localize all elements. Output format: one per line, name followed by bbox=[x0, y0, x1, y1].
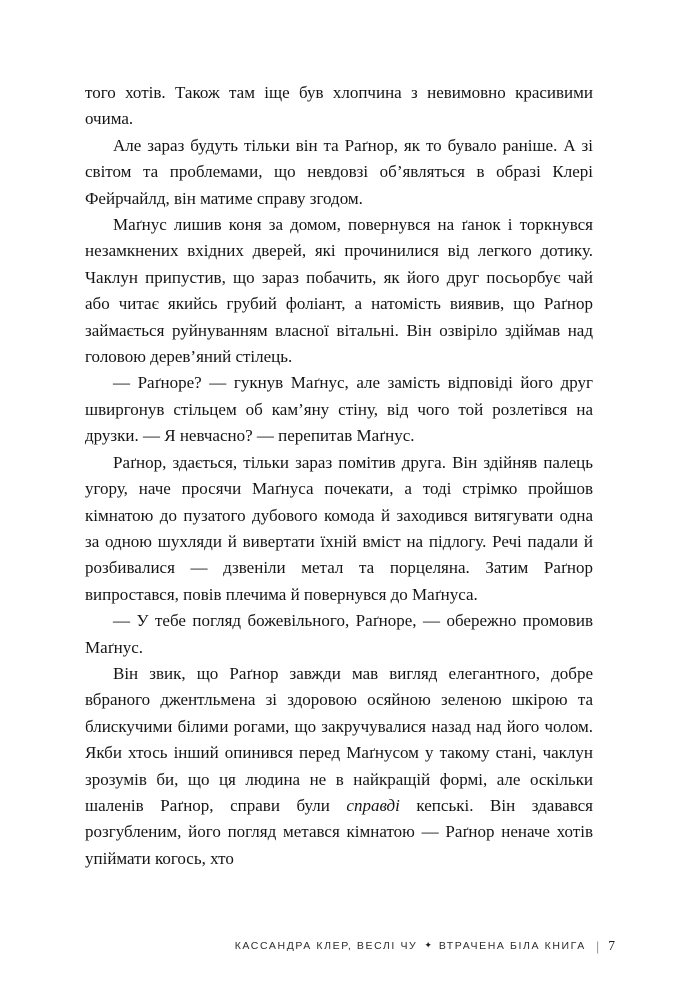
paragraph bbox=[85, 370, 593, 449]
paragraph bbox=[85, 450, 593, 608]
paragraph-text: Але зараз будуть тільки він та Раґнор, як то бувало раніше. А зі світом та проблемами, що невдовзі об’являться в образі Клері Фейрчайлд, він матиме справу згодом. bbox=[85, 135, 593, 208]
footer-authors: КАССАНДРА КЛЕР, ВЕСЛІ ЧУ bbox=[234, 940, 418, 952]
page-number: 7 bbox=[608, 938, 615, 953]
footer-book-title: ВТРАЧЕНА БІЛА КНИГА bbox=[438, 940, 586, 952]
paragraph-text: — У тебе погляд божевільного, Раґноре, — обережно промовив Маґнус. bbox=[85, 611, 593, 657]
paragraph-text: Він звик, що Раґнор завжди мав вигляд елегантного, добре вбраного джентльмена зі здоровою осяйною зеленою шкірою та блискучими білими рогами, що закручувалися назад над його чолом. Якби хтось інший опинився перед Маґнусом у такому стані, чаклун зрозумів би, що ця людина не в найкращій формі, але оскільки шаленів Раґнор, справи були bbox=[85, 663, 593, 815]
paragraph bbox=[85, 212, 593, 370]
paragraph bbox=[85, 661, 593, 872]
paragraph-text: того хотів. Також там іще був хлопчина з невимовно красивими очима. bbox=[85, 83, 593, 129]
paragraph-text: кепські. Він здавався розгубленим, його погляд метався кімнатою — Раґнор неначе хотів упіймати когось, хто bbox=[85, 795, 593, 868]
paragraph-text: Раґнор, здається, тільки зараз помітив друга. Він здійняв палець угору, наче просячи Маґнуса почекати, а тоді стрімко пройшов кімнатою до пузатого дубового комода й заходився витягувати одна за одною шухляди й вивертати їхній вміст на підлогу. Речі падали й розбивалися — дзвеніли метал та порцеляна. Затим Раґнор випростався, повів плечима й повернувся до Маґнуса. bbox=[85, 452, 593, 604]
paragraph bbox=[85, 80, 593, 133]
paragraph bbox=[85, 608, 593, 661]
paragraph-text-italic: справді bbox=[346, 795, 400, 815]
paragraph-text: Маґнус лишив коня за домом, повернувся на ґанок і торкнувся незамкнених вхідних дверей, які прочинилися від легкого дотику. Чаклун припустив, що зараз побачить, як його друг посьорбує чай або читає якийсь грубий фоліант, а натомість виявив, що Раґнор займається руйнуванням власної вітальні. Він озвіріло здіймав над головою дерев’яний стілець. bbox=[85, 215, 593, 367]
footer-divider: | bbox=[595, 938, 600, 954]
paragraph bbox=[85, 133, 593, 212]
page-footer bbox=[235, 938, 615, 954]
page-text bbox=[85, 80, 593, 872]
star-icon: ✦ bbox=[424, 939, 432, 950]
paragraph-text: — Раґноре? — гукнув Маґнус, але замість відповіді його друг швиргонув стільцем об кам’яну стіну, від чого той розлетівся на друзки. — Я невчасно? — перепитав Маґнус. bbox=[85, 373, 593, 446]
